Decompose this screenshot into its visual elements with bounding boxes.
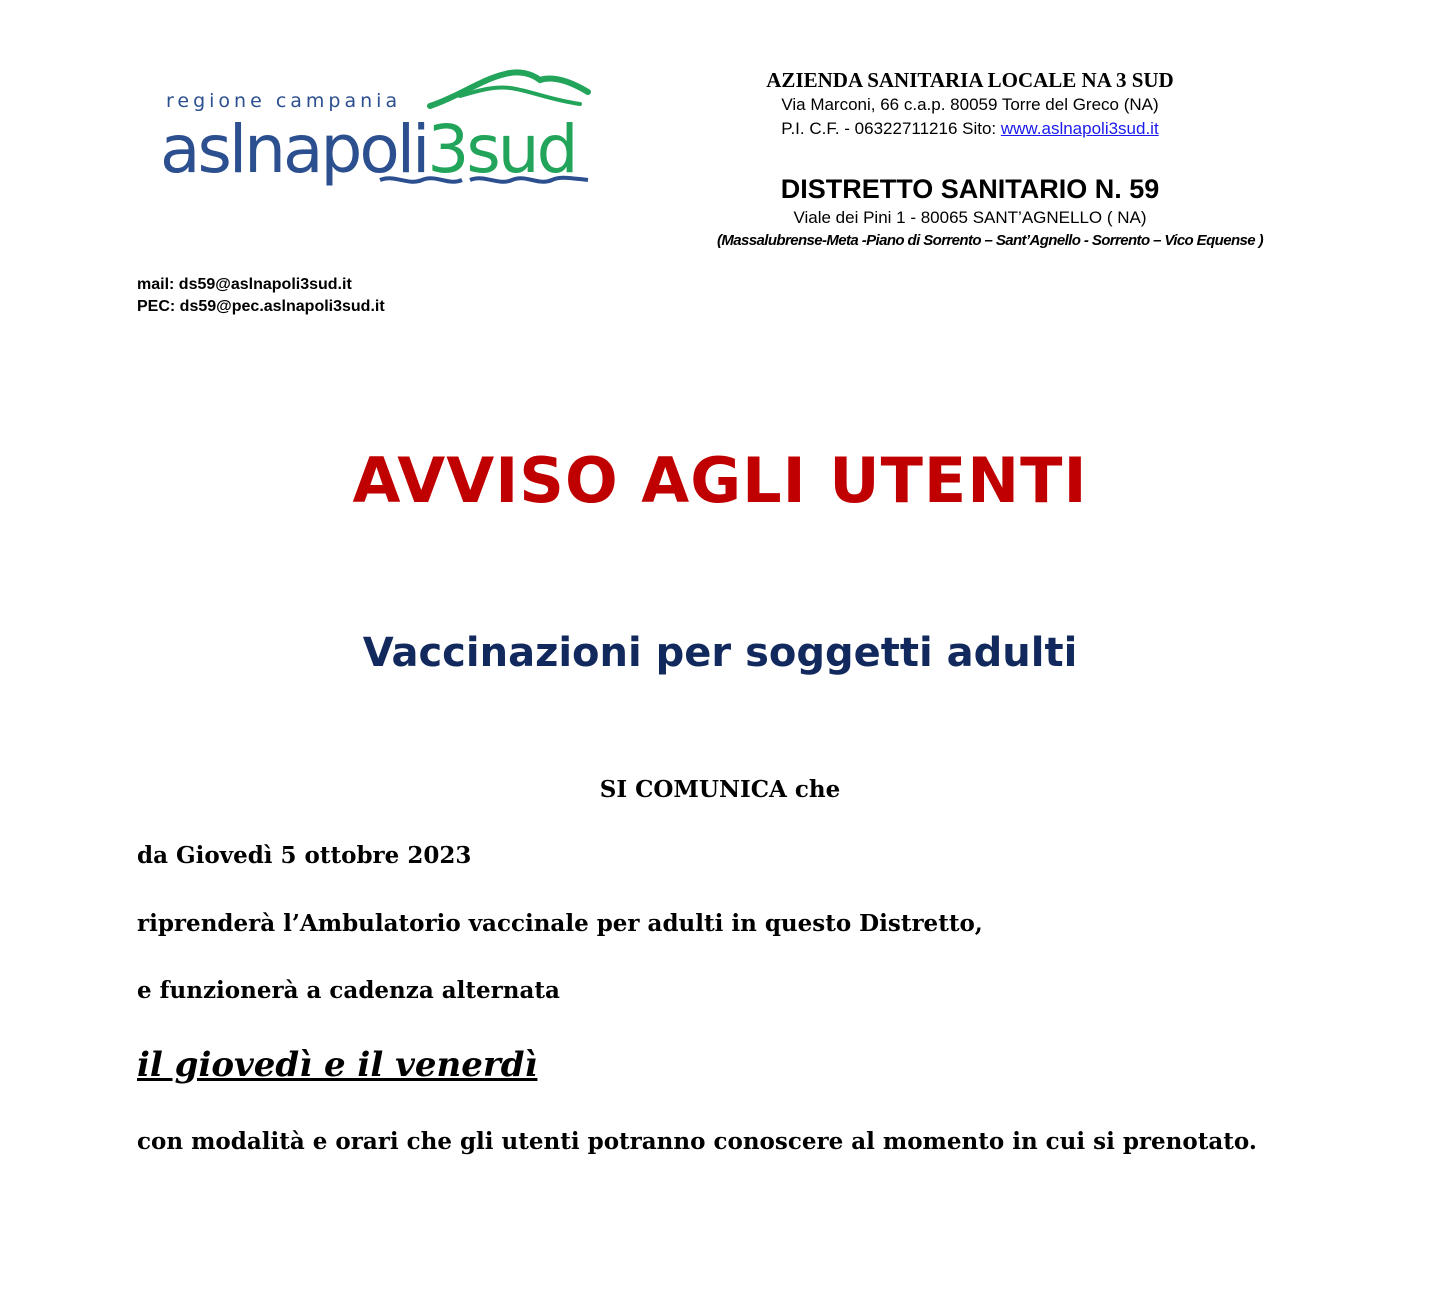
notice-days: il giovedì e il venerdì: [137, 1045, 538, 1085]
organization-tax-line: [700, 119, 1240, 139]
notice-title: AVVISO AGLI UTENTI: [352, 444, 1088, 517]
district-towns: (Massalubrense-Meta -Piano di Sorrento – Sant’Agnello - Sorrento – Vico Equense ): [717, 232, 1263, 249]
district-address: Viale dei Pini 1 - 80065 SANT’AGNELLO ( NA): [793, 208, 1147, 227]
logo-wordmark: [160, 110, 576, 190]
district-title: DISTRETTO SANITARIO N. 59: [780, 174, 1160, 204]
logo-region-text: regione campania: [166, 90, 402, 112]
organization-name: AZIENDA SANITARIA LOCALE NA 3 SUD: [766, 68, 1174, 92]
notice-booking-text: con modalità e orari che gli utenti potranno conoscere al momento in cui si prenotato.: [137, 1128, 1257, 1155]
logo-wordmark-green: 3sud: [427, 111, 576, 188]
contact-pec: PEC: ds59@pec.aslnapoli3sud.it: [137, 298, 385, 315]
asl-logo: [160, 66, 600, 196]
notice-subtitle: Vaccinazioni per soggetti adulti: [362, 630, 1078, 676]
notice-resume-text: riprenderà l’Ambulatorio vaccinale per adulti in questo Distretto,: [137, 910, 983, 937]
organization-address: Via Marconi, 66 c.a.p. 80059 Torre del Greco (NA): [781, 95, 1159, 114]
notice-intro: SI COMUNICA che: [599, 776, 841, 803]
website-link[interactable]: www.aslnapoli3sud.it: [1000, 119, 1159, 138]
contact-mail: mail: ds59@aslnapoli3sud.it: [137, 276, 352, 293]
notice-schedule-text: e funzionerà a cadenza alternata: [137, 977, 560, 1004]
notice-start-date: da Giovedì 5 ottobre 2023: [137, 842, 472, 869]
tax-id-text: P.I. C.F. - 06322711216 Sito:: [781, 119, 1001, 138]
logo-wordmark-blue: aslnapoli: [160, 111, 428, 188]
